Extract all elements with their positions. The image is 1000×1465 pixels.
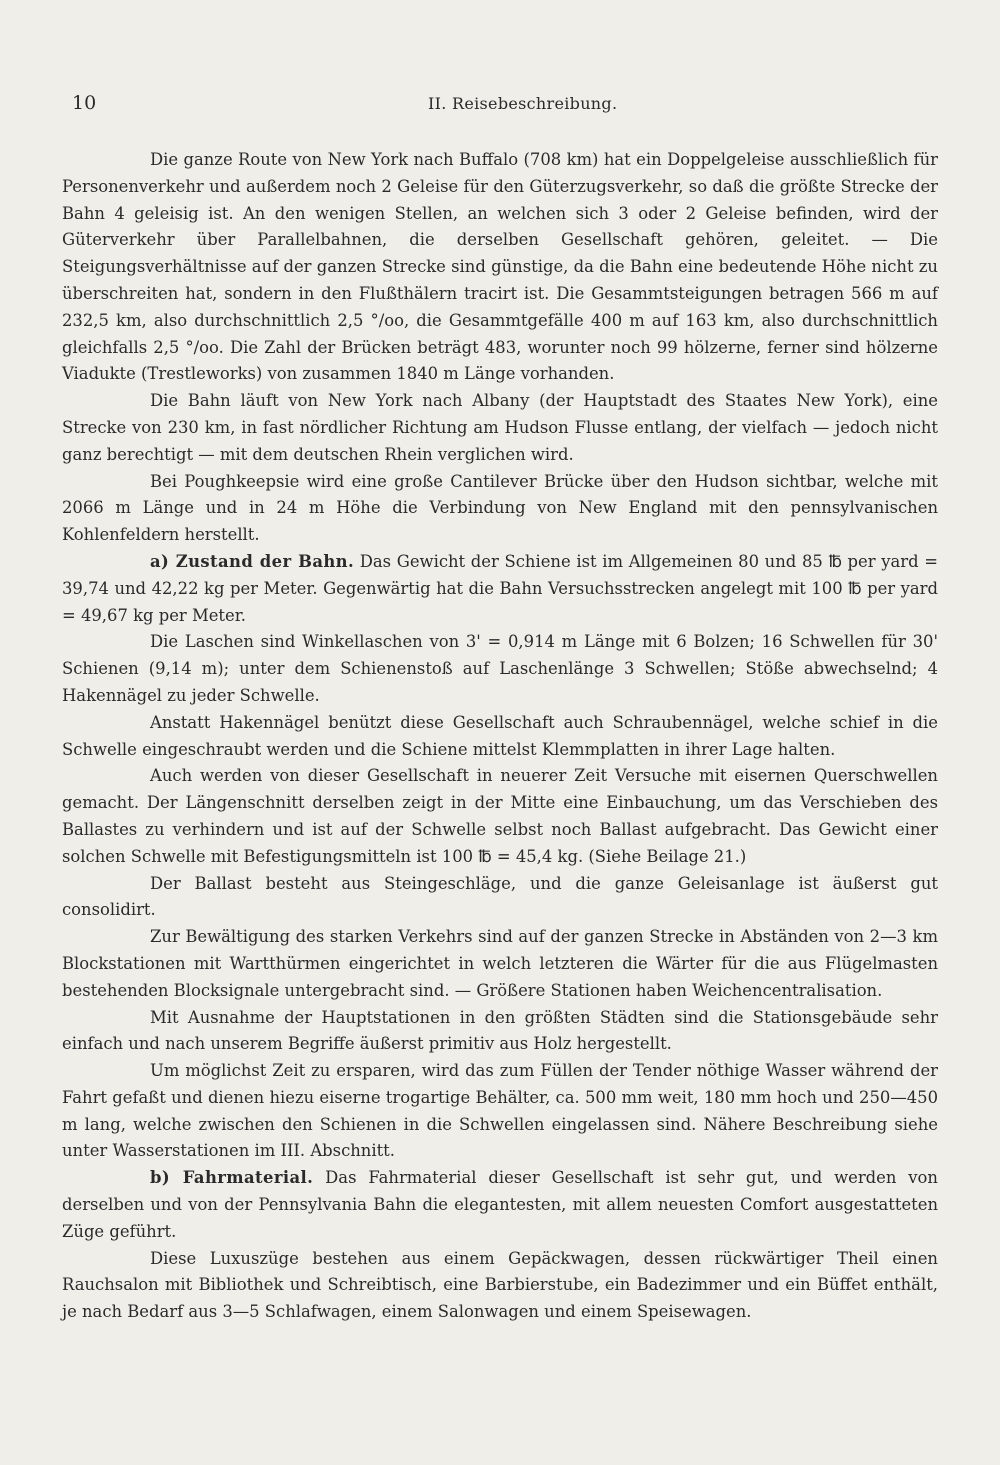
page-number: 10	[72, 92, 97, 114]
paragraph-albany: Die Bahn läuft von New York nach Albany (der Hauptstadt des Staates New York), eine Strecke von 230 km, in fast nördlicher Richtung am Hudson Flusse entlang, der vielfach — jedoch nicht ganz berechtigt — mit dem deutschen Rhein verglichen wird.	[62, 391, 938, 464]
section-b-text: Das Fahrmaterial dieser Gesellschaft ist sehr gut, und werden von derselben und von der Pennsylvania Bahn die elegantesten, mit allem neuesten Comfort ausgestatteten Züge geführt.	[62, 1168, 938, 1241]
paragraph-wasser: Um möglichst Zeit zu ersparen, wird das zum Füllen der Tender nöthige Wasser während der Fahrt gefaßt und dienen hiezu eiserne trogartige Behälter, ca. 500 mm weit, 180 mm hoch und 250—450 m lang, welche zwischen den Schienen in die Schwellen eingelassen sind. Nähere Beschreibung siehe unter Wasserstationen im III. Abschnitt.	[62, 1061, 938, 1161]
paragraph-schraubennaegel: Anstatt Hakennägel benützt diese Gesellschaft auch Schraubennägel, welche schief in die Schwelle eingeschraubt werden und die Schiene mittelst Klemmplatten in ihrer Lage halten.	[62, 712, 938, 759]
paragraph-blockstationen: Zur Bewältigung des starken Verkehrs sind auf der ganzen Strecke in Abständen von 2—3 km Blockstationen mit Wartthürmen eingerichtet in welch letzteren die Wärter für die aus Flügelmasten bestehenden Blocksignale untergebracht sind. — Größere Stationen haben Weichencentralisation.	[62, 927, 938, 1000]
section-b-heading: b) Fahrmaterial.	[150, 1168, 314, 1188]
running-head	[62, 92, 938, 118]
chapter-title: II. Reisebeschreibung.	[428, 94, 618, 113]
section-a-heading: a) Zustand der Bahn.	[150, 551, 355, 571]
paragraph-stationsgebaeude: Mit Ausnahme der Hauptstationen in den größten Städten sind die Stationsgebäude sehr einfach und nach unserem Begriffe äußerst primitiv aus Holz hergestellt.	[62, 1007, 938, 1054]
paragraph-ballast: Der Ballast besteht aus Steingeschläge, und die ganze Geleisanlage ist äußerst gut consolidirt.	[62, 873, 938, 920]
section-a-paragraph	[62, 549, 938, 629]
paragraph-luxuszuege: Diese Luxuszüge bestehen aus einem Gepäckwagen, dessen rückwärtiger Theil einen Rauchsalon mit Bibliothek und Schreibtisch, eine Barbierstube, ein Badezimmer und ein Büffet enthält, je nach Bedarf aus 3—5 Schlafwagen, einem Salonwagen und einem Speisewagen.	[62, 1248, 938, 1322]
paragraph-route: Die ganze Route von New York nach Buffalo (708 km) hat ein Doppelgeleise ausschließlich für Personenverkehr und außerdem noch 2 Geleise für den Güterzugsverkehr, so daß die größte Strecke der Bahn 4 geleisig ist. An den wenigen Stellen, an welchen sich 3 oder 2 Geleise befinden, wird der Güterverkehr über Parallelbahnen, die derselben Gesellschaft gehören, geleitet. — Die Steigungsverhältnisse auf der ganzen Strecke sind günstige, da die Bahn eine bedeutende Höhe nicht zu überschreiten hat, sondern in den Flußthälern tracirt ist. Die Gesammtsteigungen betragen 566 m auf 232,5 km, also durchschnittlich 2,5 °/oo, die Gesammtgefälle 400 m auf 163 km, also durchschnittlich gleichfalls 2,5 °/oo. Die Zahl der Brücken beträgt 483, worunter noch 99 hölzerne, ferner sind hölzerne Viadukte (Trestleworks) von zusammen 1840 m Länge vorhanden.	[62, 150, 938, 384]
section-a-text: Das Gewicht der Schiene ist im Allgemeinen 80 und 85 ℔ per yard = 39,74 und 42,22 kg per Meter. Gegenwärtig hat die Bahn Versuchsstrecken angelegt mit 100 ℔ per yard = 49,67 kg per Meter.	[62, 551, 939, 625]
paragraph-laschen: Die Laschen sind Winkellaschen von 3' = 0,914 m Länge mit 6 Bolzen; 16 Schwellen für 30' Schienen (9,14 m); unter dem Schienenstoß auf Laschenlänge 3 Schwellen; Stöße abwechselnd; 4 Hakennägel zu jeder Schwelle.	[62, 632, 938, 705]
body-text	[62, 147, 938, 1326]
section-b-paragraph	[62, 1165, 938, 1245]
paragraph-querschwellen: Auch werden von dieser Gesellschaft in neuerer Zeit Versuche mit eisernen Querschwellen gemacht. Der Längenschnitt derselben zeigt in der Mitte eine Einbauchung, um das Verschieben des Ballastes zu verhindern und ist auf der Schwelle selbst noch Ballast aufgebracht. Das Gewicht einer solchen Schwelle mit Befestigungsmitteln ist 100 ℔ = 45,4 kg. (Siehe Beilage 21.)	[62, 766, 938, 866]
paragraph-poughkeepsie: Bei Poughkeepsie wird eine große Cantilever Brücke über den Hudson sichtbar, welche mit 2066 m Länge und in 24 m Höhe die Verbindung von New England mit den pennsylvanischen Kohlenfeldern herstellt.	[62, 471, 938, 545]
